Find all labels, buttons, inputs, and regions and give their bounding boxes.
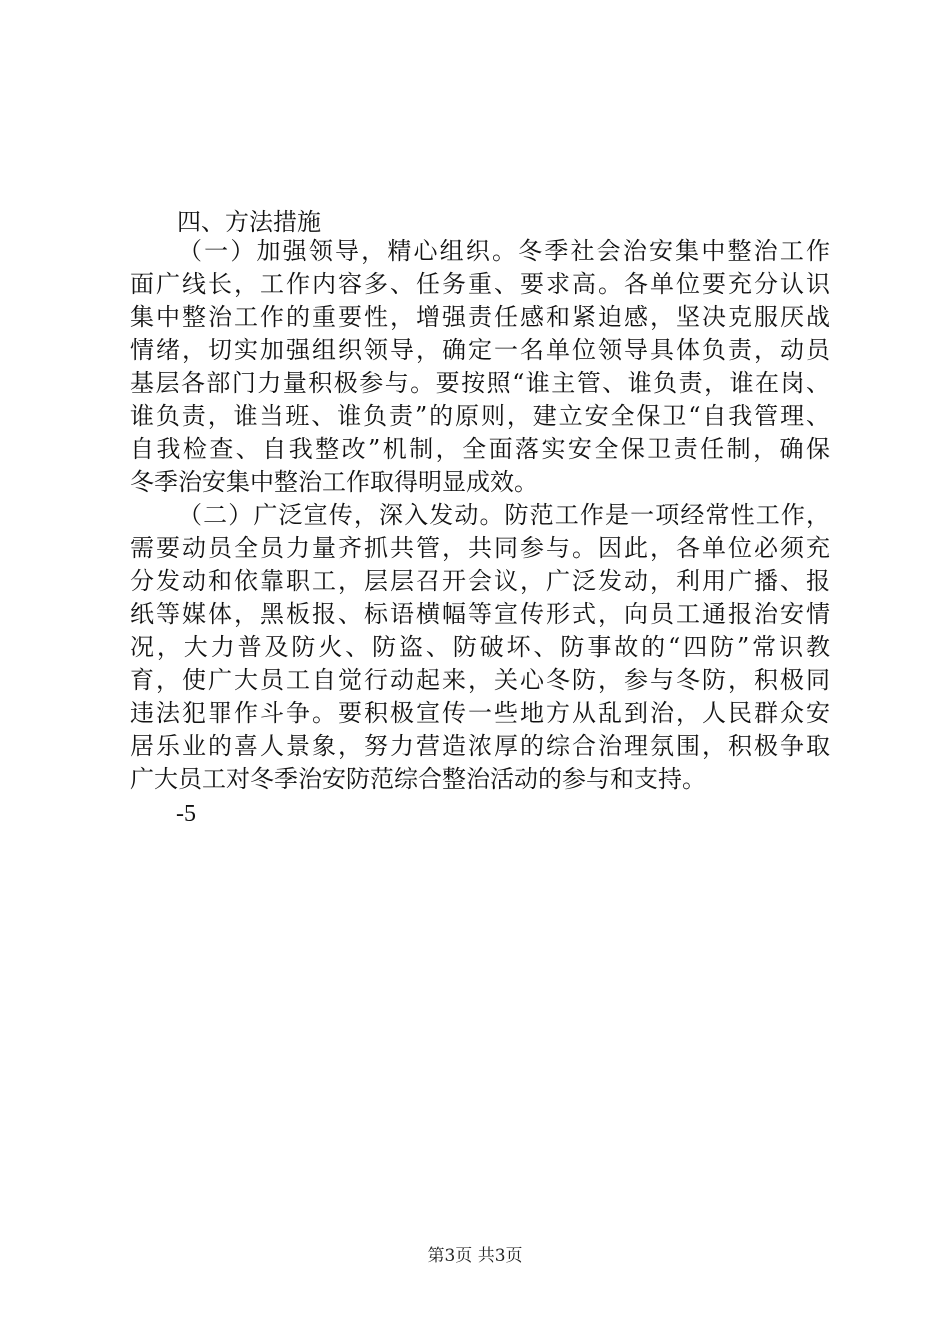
paragraph-line: 情绪，切实加强组织领导，确定一名单位领导具体负责，动员: [130, 336, 830, 364]
page-footer: 第3页 共3页: [427, 1246, 523, 1266]
paragraph-line: 需要动员全员力量齐抓共管，共同参与。因此，各单位必须充: [130, 534, 830, 562]
section-heading: 四、方法措施: [177, 208, 321, 236]
paragraph-line: 冬季治安集中整治工作取得明显成效。: [130, 468, 538, 496]
paragraph-line: （一）加强领导，精心组织。冬季社会治安集中整治工作: [178, 237, 830, 265]
paragraph-line: 违法犯罪作斗争。要积极宣传一些地方从乱到治，人民群众安: [130, 699, 830, 727]
paragraph-line: 基层各部门力量积极参与。要按照“谁主管、谁负责，谁在岗、: [130, 369, 830, 397]
paragraph-line: 集中整治工作的重要性，增强责任感和紧迫感，坚决克服厌战: [130, 303, 830, 331]
paragraph-line: （二）广泛宣传，深入发动。防范工作是一项经常性工作，: [178, 501, 830, 529]
paragraph-line: 谁负责，谁当班、谁负责”的原则，建立安全保卫“自我管理、: [130, 402, 830, 430]
paragraph-line: 分发动和依靠职工，层层召开会议，广泛发动，利用广播、报: [130, 567, 830, 595]
paragraph-line: 育，使广大员工自觉行动起来，关心冬防，参与冬防，积极同: [130, 666, 830, 694]
paragraph-line: 广大员工对冬季治安防范综合整治活动的参与和支持。: [130, 765, 706, 793]
page-marker: -5: [176, 801, 196, 827]
paragraph-line: 居乐业的喜人景象，努力营造浓厚的综合治理氛围，积极争取: [130, 732, 830, 760]
paragraph-line: 面广线长，工作内容多、任务重、要求高。各单位要充分认识: [130, 270, 830, 298]
paragraph-line: 自我检查、自我整改”机制，全面落实安全保卫责任制，确保: [130, 435, 830, 463]
paragraph-line: 况，大力普及防火、防盗、防破坏、防事故的“四防”常识教: [130, 633, 830, 661]
paragraph-line: 纸等媒体，黑板报、标语横幅等宣传形式，向员工通报治安情: [130, 600, 830, 628]
